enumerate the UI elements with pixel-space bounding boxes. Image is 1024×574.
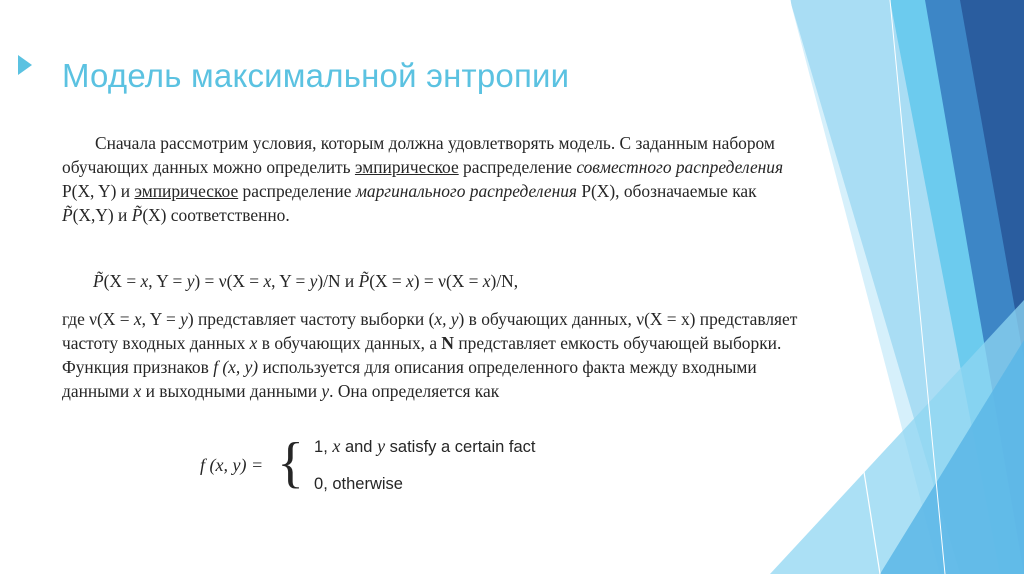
var-xy: x, y [434, 309, 459, 329]
text: используется для описания определенного факта между входными данными [62, 357, 757, 401]
arrow-marker [18, 55, 32, 75]
text: (X,Y) и [72, 205, 132, 225]
italic-term: совместного распределения [576, 157, 784, 177]
paragraph-equation [93, 269, 833, 293]
text: Сначала рассмотрим условия, которым должна удовлетворять модель. С заданным набором обучающих данных можно определить [62, 133, 775, 177]
var-x: x [406, 271, 414, 291]
p-tilde-symbol: P̃ [93, 271, 104, 291]
text: 1, [314, 438, 333, 456]
text: , Y = [271, 271, 310, 291]
var-x: x [133, 381, 142, 401]
case-1 [314, 436, 535, 457]
text: (X = [103, 271, 141, 291]
feature-function-definition [200, 433, 535, 497]
text: P(X, Y) и [62, 181, 135, 201]
left-brace: { [277, 432, 305, 494]
var-y: y [309, 271, 318, 291]
text: (X = [369, 271, 407, 291]
text: satisfy a certain fact [385, 438, 536, 456]
formula-cases [314, 436, 535, 494]
feature-function: f (x, y) [213, 357, 259, 377]
italic-term: маргинального распределения [355, 181, 577, 201]
var-y: y [186, 271, 195, 291]
text: распределение [238, 181, 356, 201]
p-tilde-symbol: P̃ [131, 205, 143, 225]
var-y: y [377, 436, 386, 456]
slide-title: Модель максимальной энтропии [62, 57, 570, 94]
underlined-term: эмпирическое [354, 157, 459, 177]
var-x: x [133, 309, 142, 329]
var-x: x [140, 271, 149, 291]
case-2: 0, otherwise [314, 475, 403, 493]
underlined-term: эмпирическое [134, 181, 239, 201]
text: и выходными данными [141, 381, 322, 401]
text: представляет емкость обучающей выборки. Функция признаков [62, 333, 782, 377]
p-tilde-symbol: P̃ [62, 205, 73, 225]
var-y: y [321, 381, 330, 401]
var-x: x [263, 271, 272, 291]
text: ) = ν(X = [194, 271, 264, 291]
text: )/N, [490, 271, 519, 291]
text: . Она определяется как [329, 381, 500, 401]
text: , Y = [148, 271, 187, 291]
p-tilde-symbol: P̃ [358, 271, 370, 291]
text: распределение [458, 157, 577, 177]
text: где ν(X = [62, 309, 134, 329]
text: , Y = [141, 309, 181, 329]
var-x: x [249, 333, 258, 353]
bold-n: N [441, 333, 454, 353]
text: )/N и [317, 271, 359, 291]
text: (X) соответственно. [142, 205, 290, 225]
text: в обучающих данных, а [257, 333, 442, 353]
paragraph-intro [62, 131, 802, 227]
text: ) представляет частоту выборки ( [187, 309, 435, 329]
paragraph-explanation [62, 307, 802, 403]
var-x: x [482, 271, 491, 291]
text: ) = ν(X = [413, 271, 483, 291]
text: P(X), обозначаемые как [576, 181, 757, 201]
text: ) в обучающих данных, ν(X = x) представляет частоту входных данных [62, 309, 798, 353]
var-y: y [180, 309, 188, 329]
text: and [340, 438, 378, 456]
var-x: x [332, 436, 341, 456]
formula-lhs: f (x, y) = [200, 454, 264, 475]
